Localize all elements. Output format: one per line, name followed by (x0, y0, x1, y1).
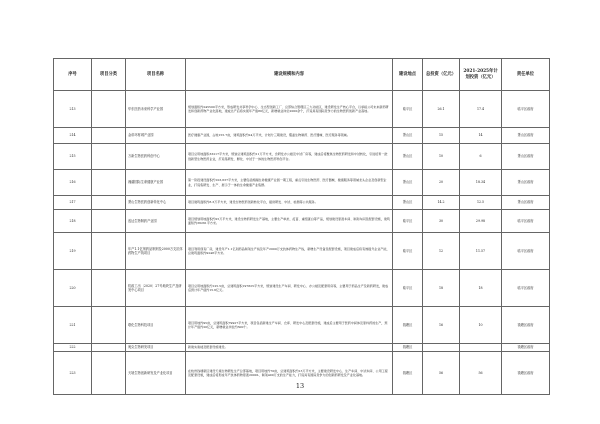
cell-location: 萧山区 (393, 196, 423, 210)
header-location: 建设地点 (393, 59, 423, 91)
table-row (54, 270, 550, 307)
cell-plan: 14 (460, 128, 502, 144)
table-row (54, 233, 550, 270)
cell-no: 219 (54, 233, 92, 270)
cell-unit: 临平区政府 (502, 233, 550, 270)
cell-no: 217 (54, 196, 92, 210)
table-row (54, 210, 550, 233)
cell-total: 15 (423, 128, 460, 144)
cell-category (92, 233, 126, 270)
cell-category (92, 344, 126, 352)
cell-plan: 12.5 (460, 196, 502, 210)
header-unit: 责任单位 (502, 59, 550, 91)
cell-name: 奥克生物研发项目 (126, 344, 186, 352)
cell-unit: 临平区政府 (502, 91, 550, 128)
cell-plan: 10 (460, 307, 502, 344)
cell-no: 221 (54, 307, 92, 344)
table-row (54, 144, 550, 170)
cell-plan: 29.98 (460, 210, 502, 233)
cell-category (92, 170, 126, 196)
cell-unit: 萧山区政府 (502, 128, 550, 144)
cell-name: 湘湖国际生命健康产业园 (126, 170, 186, 196)
cell-total: 10 (423, 144, 460, 170)
cell-name: 万新生物医药科创中心 (126, 144, 186, 170)
cell-content: 项目总用地面积33217平方米，规划总建筑面积约11万平方米，含研发办公楼及中试厂房等，建成后将聚焦生物医药研发和中试转化，引进培育一批创新型生物医药企业，打造集研发、孵化、中试于一体的生物医药科创平台。 (186, 144, 393, 170)
cell-category (92, 307, 126, 344)
cell-content: 规划面积约245500平方米，形成研发共享科学中心、生态型创新工厂、总部综合管理区三大功能区，建设研发生产核心平台，以承接公司未来新药研发和创新药物产业化落地，建成达产后将实现年产值80亿元，新增就业岗位2000余个，打造具有国际竞争力的生物医药创新产业高地。 (186, 91, 393, 128)
table-row (54, 128, 550, 144)
table-row (54, 91, 550, 128)
cell-total: 56 (423, 352, 460, 395)
cell-location: 临平区 (393, 233, 423, 270)
cell-total: 16 (423, 307, 460, 344)
cell-no: 220 (54, 270, 92, 307)
cell-content: 项目规划用地面积约25万平方米，建设生物药研发生产基地，主要生产单抗、疫苗、重组蛋白等产品，规划建设原液车间、制剂车间及配套设施，建筑面积约36261平方米。 (186, 210, 393, 233)
cell-no: 213 (54, 91, 92, 128)
cell-location: 临平区 (393, 270, 423, 307)
table-row (54, 196, 550, 210)
cell-content: 项目总用地面积约125.5亩，总建筑面积197825平方米，规划建设生产车间、研发中心、办公楼及配套用房等，主要用于药品生产及新药研发，建成后预计年产值约15.6亿元。 (186, 270, 393, 307)
cell-content: 第一阶段建设面积约103,637平方米，主要包括湘湖生命健康产业园一期工程，重点引进生物医药、医疗器械、健康服务等领域龙头企业及创新型企业，打造集研发、生产、展示于一体的生命健康产业集群。 (186, 170, 393, 196)
cell-no: 216 (54, 170, 92, 196)
cell-no: 223 (54, 352, 92, 395)
cell-content: 在杭州钱塘新区建设天境生物研发生产总部基地，项目用地约70亩，总建筑面积约13万平方米，主要建设研发中心、生产车间、中试车间、公用工程及配套设施，建成后将形成年产抗体药物原液2000L、制剂400万支的生产能力，打造具有国际竞争力的创新药研发及产业化基地。 (186, 352, 393, 395)
cell-no: 222 (54, 344, 92, 352)
header-no: 序号 (54, 59, 92, 91)
cell-location: 临平区 (393, 210, 423, 233)
cell-location: 萧山区 (393, 170, 423, 196)
cell-name: 年产1.1亿剂药品制剂及2000万支抗体药物生产线项目 (126, 233, 186, 270)
cell-location: 临平区 (393, 91, 423, 128)
cell-unit: 萧山区政府 (502, 170, 550, 196)
cell-plan: 56 (460, 352, 502, 395)
cell-no: 214 (54, 128, 92, 144)
cell-plan: 6 (460, 144, 502, 170)
cell-total (423, 344, 460, 352)
cell-name: 联化生物科技项目 (126, 307, 186, 344)
cell-total: 18 (423, 270, 460, 307)
cell-category (92, 144, 126, 170)
cell-name: 杭政工出〔2020〕27号地块生产及研发中心项目 (126, 270, 186, 307)
cell-plan: 11.57 (460, 233, 502, 270)
cell-unit: 临平区政府 (502, 270, 550, 307)
cell-category (92, 210, 126, 233)
cell-name: 泓达生物制药产业园 (126, 210, 186, 233)
cell-plan: 17.4 (460, 91, 502, 128)
cell-no: 218 (54, 210, 92, 233)
cell-category (92, 270, 126, 307)
cell-name: 萧山生物医药创新转化中心 (126, 196, 186, 210)
cell-location: 钱塘区 (393, 344, 423, 352)
table-row (54, 307, 550, 344)
cell-unit: 萧山区政府 (502, 144, 550, 170)
cell-content: 项目建筑面积约8.3万平方米，建设生物医药创新转化平台，提供研发、中试、检测等公共服务。 (186, 196, 393, 210)
cell-category (92, 91, 126, 128)
page-number: 13 (295, 382, 305, 390)
cell-total: 26.1 (423, 91, 460, 128)
cell-total: 12 (423, 233, 460, 270)
cell-location: 萧山区 (393, 144, 423, 170)
header-content: 建设规模和内容 (186, 59, 393, 91)
header-total: 总投资（亿元） (423, 59, 460, 91)
cell-name: 金帝环材城产业园 (126, 128, 186, 144)
cell-unit: 钱塘区政府 (502, 352, 550, 395)
cell-content: 医疗健康产业园，占地155.7亩，建筑面积约24万平米，计划分三期建设，覆盖生物制药、医疗器械、医疗服务等领域。 (186, 128, 393, 144)
header-name: 项目名称 (126, 59, 186, 91)
header-plan: 2021-2025年计划投资（亿元） (460, 59, 502, 91)
cell-name: 天境生物创新研发及产业化项目 (126, 352, 186, 395)
cell-name: 华东医药未来科学产业园 (126, 91, 186, 128)
table-header-row (54, 59, 550, 91)
cell-unit: 钱塘区政府 (502, 307, 550, 344)
cell-total: 14.2 (423, 196, 460, 210)
project-table (53, 58, 550, 395)
cell-content: 项目用地约95亩，总建筑面积79927平方米，项目包括新建生产车间、仓库、研发中心及配套设施，建成后主要用于医药中间体及原料药的生产，预计年产值约20亿元，新增就业岗位约300个。 (186, 307, 393, 344)
cell-content: 项目利用现有厂房，建设年产1.1亿剂药品制剂生产线及年产2000万支抗体药物生产线，新增生产设备及配套设施，项目建成后将有效提升企业产能，总建筑面积约9248平方米。 (186, 233, 393, 270)
cell-location: 钱塘区 (393, 307, 423, 344)
cell-content: 新建实验楼及配套设施建设。 (186, 344, 393, 352)
cell-plan (460, 344, 502, 352)
cell-category (92, 128, 126, 144)
cell-total: 20 (423, 170, 460, 196)
cell-unit: 临平区政府 (502, 210, 550, 233)
table-row (54, 344, 550, 352)
table-row (54, 170, 550, 196)
header-category: 项目分类 (92, 59, 126, 91)
cell-location: 萧山区 (393, 128, 423, 144)
cell-location: 钱塘区 (393, 352, 423, 395)
cell-total: 30 (423, 210, 460, 233)
cell-category (92, 196, 126, 210)
cell-unit: 萧山区政府 (502, 196, 550, 210)
cell-no: 215 (54, 144, 92, 170)
cell-plan: 18 (460, 270, 502, 307)
cell-plan: 18.34 (460, 170, 502, 196)
cell-unit: 钱塘区政府 (502, 344, 550, 352)
